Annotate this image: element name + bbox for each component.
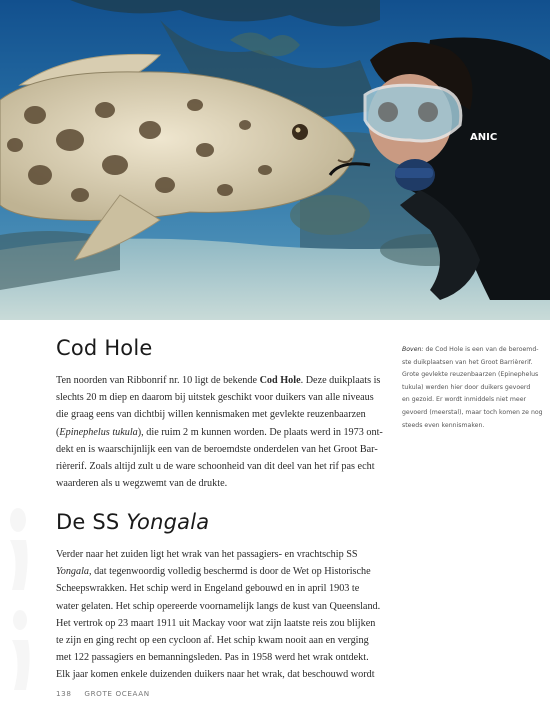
page-number: 138	[56, 689, 72, 698]
section-title-ss-yongala: De SS Yongala	[56, 510, 210, 534]
photo-caption: Boven: de Cod Hole is een van de beroemd- ste duikplaatsen van het Groot Barrièrerif. Grote gevlekte reuzenbaarzen (Epinephelus tukula) werden hier door duikers gevoerd en gezoid. Er wordt inmiddels niet meer gevoerd (meerstal), maar toch komen ze nog steeds even kennismaken.	[402, 346, 543, 429]
paragraph-cod-hole: Ten noorden van Ribbonrif nr. 10 ligt de bekende Cod Hole. Deze duikplaats is slechts 20 m diep en daarom bij uitstek geschikt voor duikers van alle niveaus die graag eens van dichtbij willen kennismaken met gevlekte reuzenbaarzen (Epinephelus tukula), die ruim 2 m kunnen worden. De plaats werd in 1973 ont- dekt en is waarschijnlijk een van de beroemdste onderdelen van het Groot Bar- rièrerif. Zoals altijd zult u de ware schoonheid van dit deel van het rif pas echt waarderen als u wegzwemt van de drukte.	[56, 375, 383, 490]
mask-strap-brand: ANIC	[470, 132, 498, 143]
paragraph-ss-yongala: Verder naar het zuiden ligt het wrak van het passagiers- en vrachtschip SS Yongala, dat tegenwoordig volledig beschermd is door de Wet op Historische Scheepswrakken. Het schip werd in Engeland gebouwd en in april 1903 te water gelaten. Het schip opereerde voornamelijk langs de kust van Queensland. Het vertrok op 23 maart 1911 uit Mackay voor wat zijn laatste reis zou blijken te zijn en ging recht op een cycloon af. Het schip kwam nooit aan en verging met 122 passagiers en bemanningsleden. Pas in 1958 werd het wrak ontdekt. Elk jaar komen enkele duizenden duikers naar het wrak, dat beschouwd wordt	[56, 549, 381, 681]
page-footer	[56, 689, 150, 698]
section-title-cod-hole: Cod Hole	[56, 336, 153, 360]
chapter-title: GROTE OCEAAN	[84, 689, 150, 698]
hero-photo	[0, 0, 550, 320]
faint-figure-watermark	[0, 500, 40, 700]
